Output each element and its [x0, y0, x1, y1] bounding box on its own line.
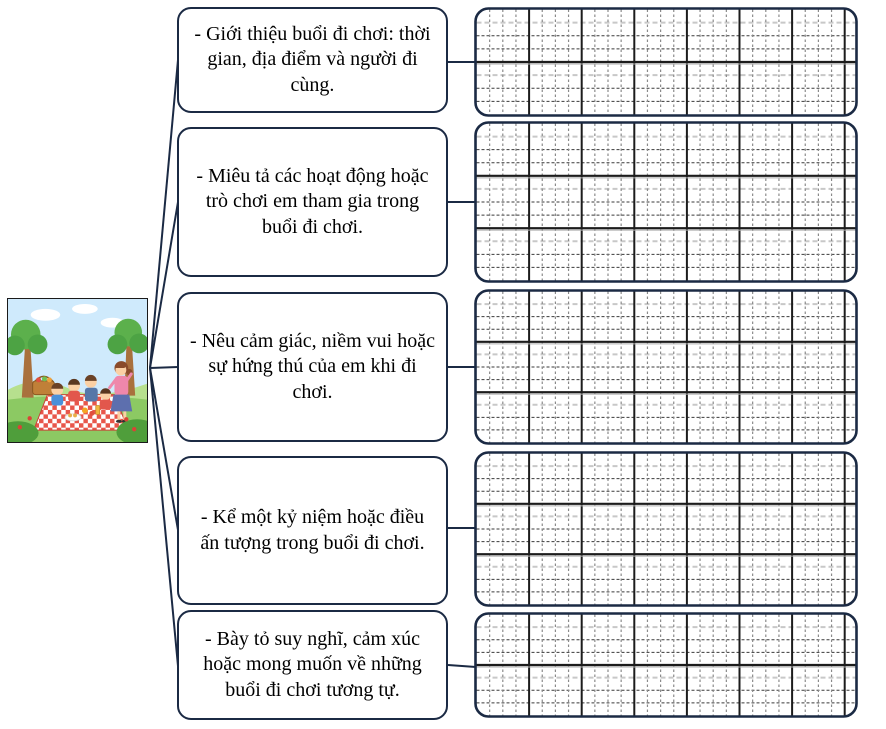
- writing-grid-5[interactable]: [474, 612, 858, 718]
- picnic-illustration: [8, 299, 147, 442]
- note-box-wishes-label: - Bày tỏ suy nghĩ, cảm xúc hoặc mong muốn về những buổi đi chơi tương tự.: [203, 627, 422, 701]
- note-box-intro: [177, 7, 448, 113]
- note-box-memory: [177, 456, 448, 605]
- note-box-memory-label: - Kể một kỷ niệm hoặc điều ấn tượng trong buổi đi chơi.: [200, 505, 425, 554]
- writing-grid-4[interactable]: [474, 451, 858, 607]
- writing-grid-1[interactable]: [474, 7, 858, 117]
- writing-grid-2[interactable]: [474, 121, 858, 283]
- note-box-activities: [177, 127, 448, 277]
- note-box-intro-label: - Giới thiệu buổi đi chơi: thời gian, địa điểm và người đi cùng.: [194, 22, 431, 96]
- note-box-wishes: [177, 610, 448, 720]
- note-box-feelings: [177, 292, 448, 442]
- writing-grid-3[interactable]: [474, 289, 858, 445]
- note-box-feelings-label: - Nêu cảm giác, niềm vui hoặc sự hứng thú của em khi đi chơi.: [190, 329, 435, 403]
- note-box-activities-label: - Miêu tả các hoạt động hoặc trò chơi em tham gia trong buổi đi chơi.: [196, 164, 429, 238]
- picnic-image: [7, 298, 148, 443]
